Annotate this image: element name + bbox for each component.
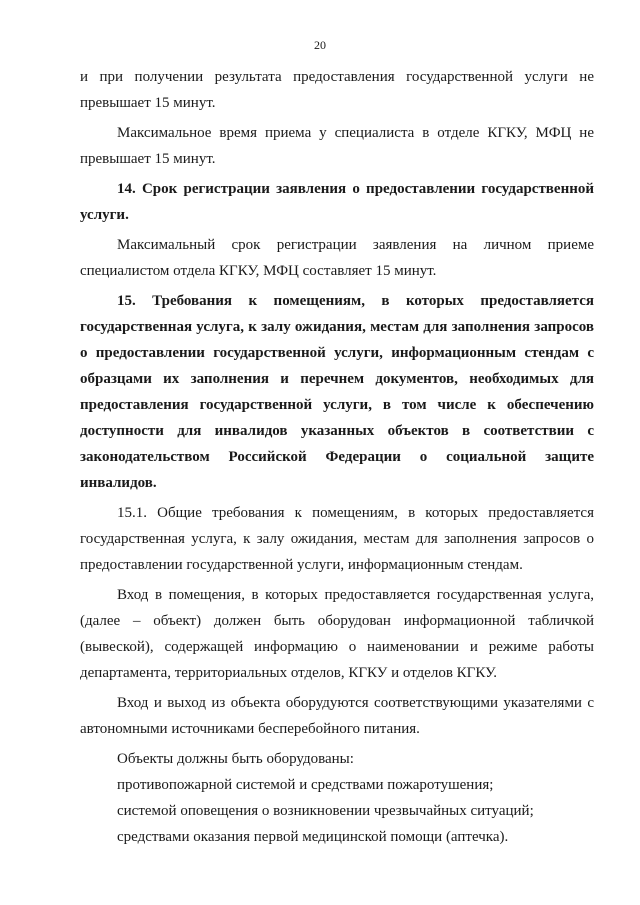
paragraph-entrance-exit: Вход и выход из объекта оборудуются соответствующими указателями с автономными источниками бесперебойного питания. — [80, 695, 594, 737]
list-item: системой оповещения о возникновении чрезвычайных ситуаций; — [117, 803, 534, 819]
list-item: противопожарной системой и средствами пожаротушения; — [117, 777, 494, 793]
page-number: 20 — [314, 38, 326, 52]
section-heading-14: 14. Срок регистрации заявления о предоставлении государственной услуги. — [80, 181, 594, 223]
paragraph-registration-time: Максимальный срок регистрации заявления на личном приеме специалистом отдела КГКУ, МФЦ составляет 15 минут. — [80, 237, 594, 279]
section-heading-15: 15. Требования к помещениям, в которых предоставляется государственная услуга, к залу ожидания, местам для заполнения запросов о предоставлении государственной услуги, информационным стендам с образцами их заполнения и перечнем документов, необходимых для предоставления государственной услуги, в том числе к обеспечению доступности для инвалидов указанных объектов в соответствии с законодательством Российской Федерации о социальной защите инвалидов. — [80, 293, 594, 491]
document-body — [80, 64, 594, 850]
paragraph-entrance-signage: Вход в помещения, в которых предоставляется государственная услуга, (далее – объект) должен быть оборудован информационной табличкой (вывеской), содержащей информацию о наименовании и режиме работы департамента, территориальных отделов, КГКУ и отделов КГКУ. — [80, 587, 594, 681]
paragraph-15-1: 15.1. Общие требования к помещениям, в которых предоставляется государственная услуга, к залу ожидания, местам для заполнения запросов о предоставлении государственной услуги, информационным стендам. — [80, 505, 594, 573]
paragraph-equipment-intro: Объекты должны быть оборудованы: — [117, 751, 354, 767]
paragraph-continuation: и при получении результата предоставления государственной услуги не превышает 15 минут. — [80, 69, 594, 111]
list-item: средствами оказания первой медицинской помощи (аптечка). — [117, 829, 509, 845]
paragraph-max-reception-time: Максимальное время приема у специалиста в отделе КГКУ, МФЦ не превышает 15 минут. — [80, 125, 594, 167]
